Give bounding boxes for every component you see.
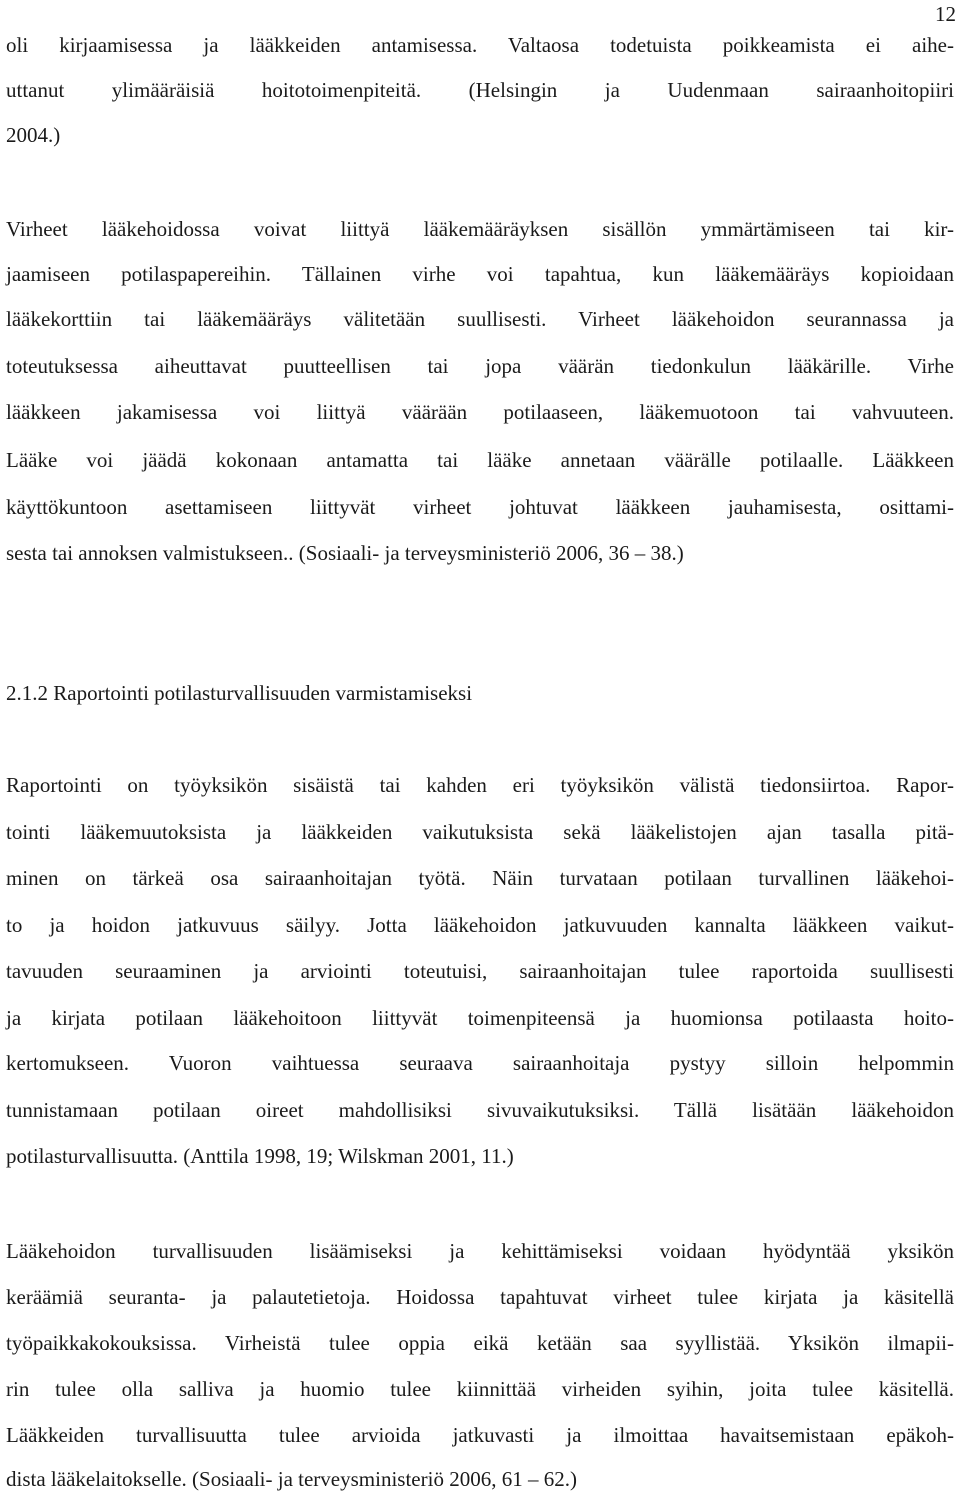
paragraph-line: lääkkeen jakamisessa voi liittyä väärään potilaaseen, lääkemuotoon tai vahvuuteen.	[6, 400, 954, 424]
paragraph-line: Virheet lääkehoidossa voivat liittyä lääkemääräyksen sisällön ymmärtämiseen tai kir-	[6, 217, 954, 241]
paragraph-line: potilasturvallisuutta. (Anttila 1998, 19; Wilskman 2001, 11.)	[6, 1144, 514, 1168]
paragraph-line: 2004.)	[6, 123, 61, 147]
paragraph-line: to ja hoidon jatkuvuus säilyy. Jotta lääkehoidon jatkuvuuden kannalta lääkkeen vaikut-	[6, 913, 954, 937]
paragraph-line: ja kirjata potilaan lääkehoitoon liittyvät toimenpiteensä ja huomionsa potilaasta hoito-	[6, 1006, 954, 1030]
paragraph-line: dista lääkelaitokselle. (Sosiaali- ja terveysministeriö 2006, 61 – 62.)	[6, 1467, 577, 1491]
paragraph-line: keräämiä seuranta- ja palautetietoja. Hoidossa tapahtuvat virheet tulee kirjata ja käsitellä	[6, 1285, 954, 1309]
paragraph-line: sesta tai annoksen valmistukseen.. (Sosiaali- ja terveysministeriö 2006, 36 – 38.)	[6, 541, 684, 565]
paragraph-line: rin tulee olla salliva ja huomio tulee kiinnittää virheiden syihin, joita tulee käsitellä.	[6, 1377, 954, 1401]
paragraph-line: työpaikkakokouksissa. Virheistä tulee oppia eikä ketään saa syyllistää. Yksikön ilmapii-	[6, 1331, 954, 1355]
paragraph-line: kertomukseen. Vuoron vaihtuessa seuraava sairaanhoitaja pystyy silloin helpommin	[6, 1051, 954, 1075]
paragraph-line: tunnistamaan potilaan oireet mahdollisiksi sivuvaikutuksiksi. Tällä lisätään lääkehoidon	[6, 1098, 954, 1122]
paragraph-line: Lääkkeiden turvallisuutta tulee arvioida jatkuvasti ja ilmoittaa havaitsemistaan epäkoh-	[6, 1423, 954, 1447]
paragraph-line: Raportointi on työyksikön sisäistä tai kahden eri työyksikön välistä tiedonsiirtoa. Rapor-	[6, 773, 954, 797]
paragraph-line: Lääke voi jäädä kokonaan antamatta tai lääke annetaan väärälle potilaalle. Lääkkeen	[6, 448, 954, 472]
paragraph-line: uttanut ylimääräisiä hoitotoimenpiteitä. (Helsingin ja Uudenmaan sairaanhoitopiiri	[6, 78, 954, 102]
paragraph-line: oli kirjaamisessa ja lääkkeiden antamisessa. Valtaosa todetuista poikkeamista ei aihe-	[6, 33, 954, 57]
paragraph-line: jaamiseen potilaspapereihin. Tällainen virhe voi tapahtua, kun lääkemääräys kopioidaan	[6, 262, 954, 286]
page-number: 12	[935, 2, 956, 26]
paragraph-line: Lääkehoidon turvallisuuden lisäämiseksi ja kehittämiseksi voidaan hyödyntää yksikön	[6, 1239, 954, 1263]
paragraph-line: minen on tärkeä osa sairaanhoitajan työtä. Näin turvataan potilaan turvallinen lääkehoi-	[6, 866, 954, 890]
section-heading: 2.1.2 Raportointi potilasturvallisuuden varmistamiseksi	[6, 681, 473, 705]
paragraph-line: tointi lääkemuutoksista ja lääkkeiden vaikutuksista sekä lääkelistojen ajan tasalla pitä-	[6, 820, 954, 844]
paragraph-line: käyttökuntoon asettamiseen liittyvät virheet johtuvat lääkkeen jauhamisesta, osittami-	[6, 495, 954, 519]
paragraph-line: toteutuksessa aiheuttavat puutteellisen tai jopa väärän tiedonkulun lääkärille. Virhe	[6, 354, 954, 378]
paragraph-line: tavuuden seuraaminen ja arviointi toteutuisi, sairaanhoitajan tulee raportoida suullisesti	[6, 959, 954, 983]
paragraph-line: lääkekorttiin tai lääkemääräys välitetään suullisesti. Virheet lääkehoidon seurannassa ja	[6, 307, 954, 331]
